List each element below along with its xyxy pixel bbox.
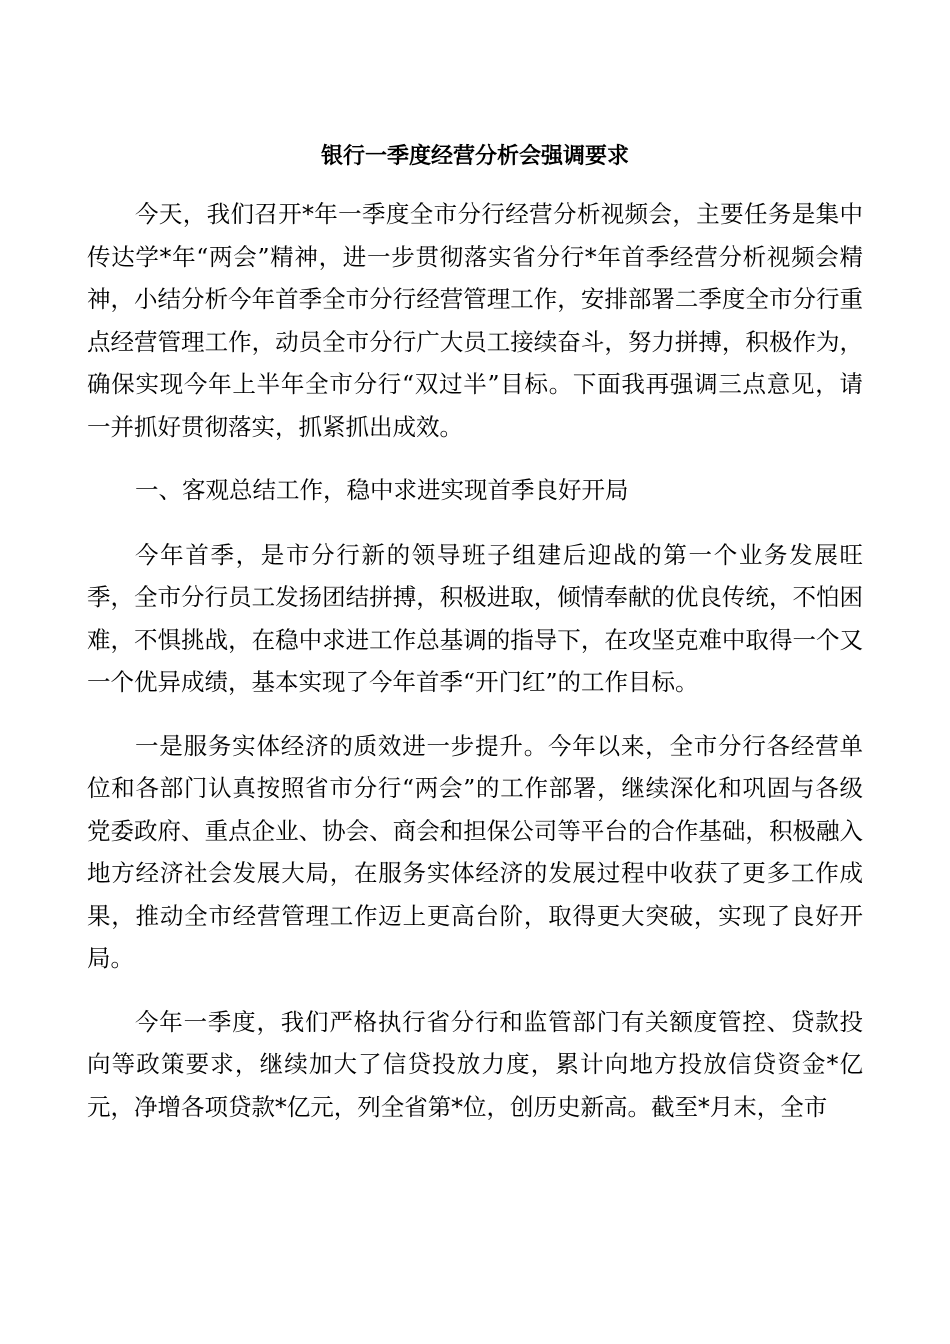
paragraph-first-quarter: 今年首季，是市分行新的领导班子组建后迎战的第一个业务发展旺季，全市分行员工发扬团结拼搏，积极进取，倾情奉献的优良传统，不怕困难，不惧挑战，在稳中求进工作总基调的指导下，在攻坚克难中取得一个又一个优异成绩，基本实现了今年首季“开门红”的工作目标。 (87, 540, 863, 696)
paragraph-credit: 今年一季度，我们严格执行省分行和监管部门有关额度管控、贷款投向等政策要求，继续加大了信贷投放力度，累计向地方投放信贷资金*亿元，净增各项贷款*亿元，列全省第*位，创历史新高。截至*月末，全市 (87, 1007, 863, 1121)
paragraph-intro: 今天，我们召开*年一季度全市分行经营分析视频会，主要任务是集中传达学*年“两会”精神，进一步贯彻落实省分行*年首季经营分析视频会精神，小结分析今年首季全市分行经营管理工作，安排部署二季度全市分行重点经营管理工作，动员全市分行广大员工接续奋斗，努力拼搏，积极作为，确保实现今年上半年全市分行“双过半”目标。下面我再强调三点意见，请一并抓好贯彻落实，抓紧抓出成效。 (87, 200, 863, 441)
document-body (87, 193, 863, 1149)
paragraph-real-economy: 一是服务实体经济的质效进一步提升。今年以来，全市分行各经营单位和各部门认真按照省市分行“两会”的工作部署，继续深化和巩固与各级党委政府、重点企业、协会、商会和担保公司等平台的合作基础，积极融入地方经济社会发展大局，在服务实体经济的发展过程中收获了更多工作成果，推动全市经营管理工作迈上更高台阶，取得更大突破，实现了良好开局。 (87, 731, 863, 972)
document-title: 银行一季度经营分析会强调要求 (320, 144, 629, 169)
section-heading-1: 一、客观总结工作，稳中求进实现首季良好开局 (135, 476, 629, 504)
